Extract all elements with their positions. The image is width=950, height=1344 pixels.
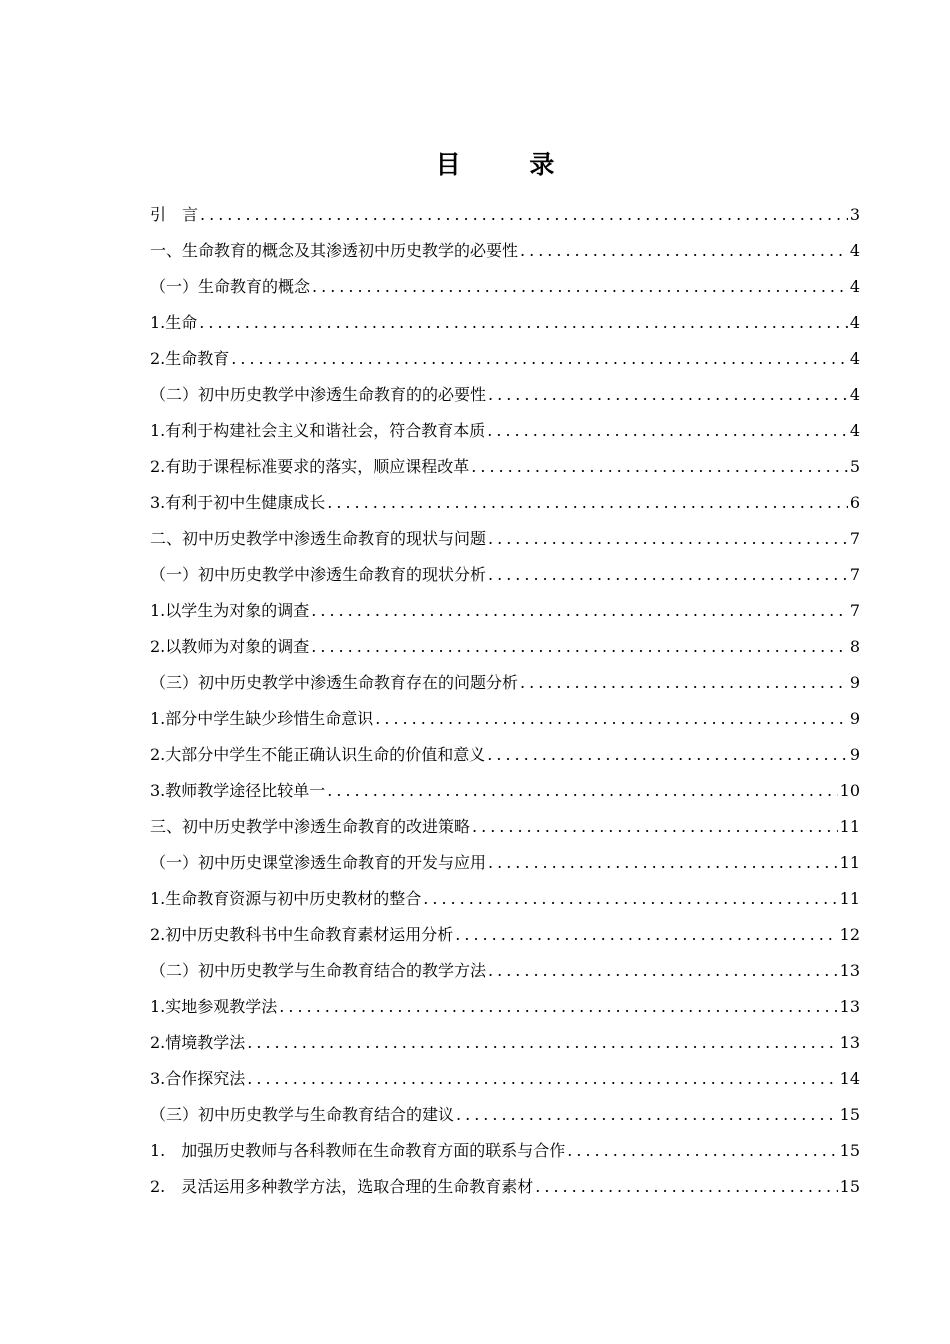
- toc-entry-text: 2.以教师为对象的调查: [150, 637, 310, 656]
- toc-entry-text: 二、初中历史教学中渗透生命教育的现状与问题: [150, 529, 487, 548]
- dot-leader: [565, 1136, 837, 1166]
- dot-leader: [309, 632, 848, 662]
- toc-entry-page: 7: [849, 529, 860, 548]
- toc-entry-text: 3.教师教学途径比较单一: [150, 781, 326, 800]
- dot-leader: [470, 812, 838, 842]
- toc-entry-text: （一）初中历史教学中渗透生命教育的现状分析: [150, 565, 487, 584]
- table-of-contents: [150, 200, 860, 1208]
- dot-leader: [518, 236, 848, 266]
- toc-entry[interactable]: [150, 920, 860, 956]
- toc-entry-page: 12: [839, 925, 860, 944]
- toc-entry[interactable]: [150, 596, 860, 632]
- dot-leader: [486, 380, 848, 410]
- toc-entry-page: 15: [839, 1105, 860, 1124]
- toc-entry-page: 4: [849, 385, 860, 404]
- toc-entry-page: 4: [849, 313, 860, 332]
- dot-leader: [453, 920, 837, 950]
- toc-entry-page: 4: [849, 349, 860, 368]
- toc-entry[interactable]: [150, 416, 860, 452]
- dot-leader: [198, 200, 848, 230]
- toc-entry[interactable]: [150, 1100, 860, 1136]
- toc-entry-page: 4: [849, 421, 860, 440]
- toc-entry-page: 13: [839, 1033, 860, 1052]
- toc-entry-text: 2.初中历史教科书中生命教育素材运用分析: [150, 925, 454, 944]
- toc-entry[interactable]: [150, 740, 860, 776]
- dot-leader: [486, 956, 838, 986]
- toc-entry[interactable]: [150, 848, 860, 884]
- toc-entry[interactable]: [150, 344, 860, 380]
- toc-entry-page: 9: [849, 673, 860, 692]
- toc-entry[interactable]: [150, 308, 860, 344]
- toc-entry-text: 2.生命教育: [150, 349, 230, 368]
- toc-entry-text: 1.生命教育资源与初中历史教材的整合: [150, 889, 422, 908]
- dot-leader: [245, 1064, 837, 1094]
- toc-entry[interactable]: [150, 668, 860, 704]
- toc-entry-page: 8: [849, 637, 860, 656]
- toc-entry-text: 1.部分中学生缺少珍惜生命意识: [150, 709, 374, 728]
- toc-entry-text: （三）初中历史教学中渗透生命教育存在的问题分析: [150, 673, 519, 692]
- toc-entry-page: 11: [839, 889, 860, 908]
- dot-leader: [518, 668, 848, 698]
- toc-entry-page: 13: [839, 997, 860, 1016]
- toc-entry[interactable]: [150, 812, 860, 848]
- toc-entry-text: （二）初中历史教学中渗透生命教育的的必要性: [150, 385, 487, 404]
- toc-entry[interactable]: [150, 488, 860, 524]
- toc-entry[interactable]: [150, 632, 860, 668]
- dot-leader: [277, 992, 837, 1022]
- toc-entry[interactable]: [150, 272, 860, 308]
- dot-leader: [310, 272, 848, 302]
- toc-entry-page: 11: [839, 817, 860, 836]
- dot-leader: [454, 1100, 838, 1130]
- toc-entry[interactable]: [150, 1172, 860, 1208]
- dot-leader: [486, 848, 838, 878]
- toc-entry-text: 1.实地参观教学法: [150, 997, 278, 1016]
- toc-entry-page: 15: [839, 1141, 860, 1160]
- toc-entry-text: （一）生命教育的概念: [150, 277, 311, 296]
- toc-entry-page: 5: [849, 457, 860, 476]
- toc-entry-text: 三、初中历史教学中渗透生命教育的改进策略: [150, 817, 471, 836]
- toc-entry-page: 6: [849, 493, 860, 512]
- toc-entry[interactable]: [150, 524, 860, 560]
- dot-leader: [469, 452, 848, 482]
- toc-entry[interactable]: [150, 200, 860, 236]
- toc-entry-page: 7: [849, 565, 860, 584]
- toc-entry-text: （三）初中历史教学与生命教育结合的建议: [150, 1105, 455, 1124]
- toc-entry-text: 2.大部分中学生不能正确认识生命的价值和意义: [150, 745, 486, 764]
- dot-leader: [245, 1028, 837, 1058]
- dot-leader: [486, 524, 848, 554]
- toc-entry[interactable]: [150, 452, 860, 488]
- toc-entry-text: 3.有利于初中生健康成长: [150, 493, 326, 512]
- dot-leader: [485, 416, 848, 446]
- dot-leader: [309, 596, 848, 626]
- toc-entry-text: 3.合作探究法: [150, 1069, 246, 1088]
- toc-entry-text: （二）初中历史教学与生命教育结合的教学方法: [150, 961, 487, 980]
- toc-entry[interactable]: [150, 1064, 860, 1100]
- dot-leader: [197, 308, 848, 338]
- toc-entry-page: 3: [849, 205, 860, 224]
- toc-entry[interactable]: [150, 560, 860, 596]
- toc-entry[interactable]: [150, 380, 860, 416]
- toc-entry-page: 14: [839, 1069, 860, 1088]
- toc-entry-page: 4: [849, 277, 860, 296]
- dot-leader: [485, 740, 848, 770]
- toc-entry-text: 2. 灵活运用多种教学方法，选取合理的生命教育素材: [150, 1177, 534, 1196]
- toc-entry[interactable]: [150, 1136, 860, 1172]
- toc-entry[interactable]: [150, 236, 860, 272]
- toc-entry-page: 10: [839, 781, 860, 800]
- toc-entry-text: 1.生命: [150, 313, 198, 332]
- dot-leader: [486, 560, 848, 590]
- toc-entry-page: 9: [849, 709, 860, 728]
- dot-leader: [229, 344, 848, 374]
- toc-entry-page: 4: [849, 241, 860, 260]
- toc-entry-text: 1. 加强历史教师与各科教师在生命教育方面的联系与合作: [150, 1141, 566, 1160]
- dot-leader: [421, 884, 837, 914]
- toc-entry[interactable]: [150, 776, 860, 812]
- toc-entry-page: 15: [839, 1177, 860, 1196]
- toc-entry-text: 引 言: [150, 205, 199, 224]
- toc-entry[interactable]: [150, 704, 860, 740]
- toc-entry-page: 13: [839, 961, 860, 980]
- toc-entry-text: 2.有助于课程标准要求的落实，顺应课程改革: [150, 457, 470, 476]
- toc-entry-text: 一、生命教育的概念及其渗透初中历史教学的必要性: [150, 241, 519, 260]
- dot-leader: [325, 488, 848, 518]
- dot-leader: [533, 1172, 837, 1202]
- toc-entry-text: 1.有利于构建社会主义和谐社会，符合教育本质: [150, 421, 486, 440]
- toc-entry[interactable]: [150, 884, 860, 920]
- dot-leader: [373, 704, 848, 734]
- toc-entry[interactable]: [150, 956, 860, 992]
- toc-entry-text: （一）初中历史课堂渗透生命教育的开发与应用: [150, 853, 487, 872]
- toc-entry-page: 11: [839, 853, 860, 872]
- toc-entry-text: 2.情境教学法: [150, 1033, 246, 1052]
- toc-entry[interactable]: [150, 992, 860, 1028]
- dot-leader: [325, 776, 837, 806]
- toc-entry[interactable]: [150, 1028, 860, 1064]
- toc-entry-page: 7: [849, 601, 860, 620]
- toc-entry-page: 9: [849, 745, 860, 764]
- page-title: 目 录: [435, 150, 585, 179]
- toc-entry-text: 1.以学生为对象的调查: [150, 601, 310, 620]
